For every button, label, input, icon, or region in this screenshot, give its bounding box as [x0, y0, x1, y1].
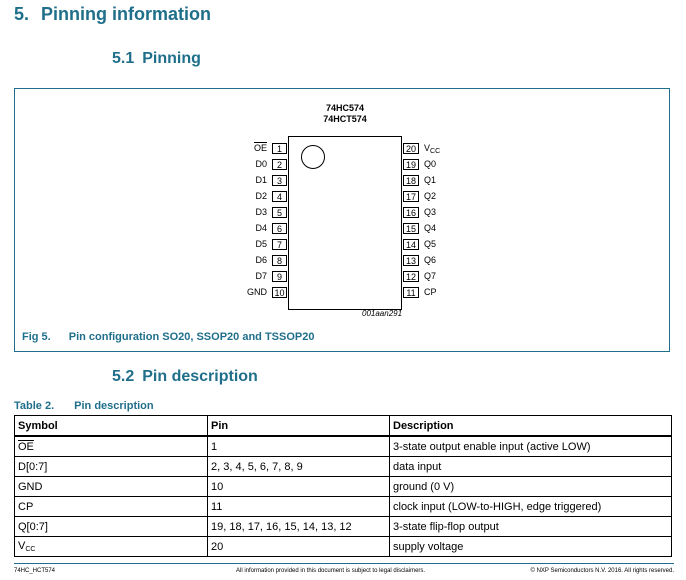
table-row [15, 457, 672, 477]
pin-number: 8 [272, 255, 287, 266]
subsection-heading-pin-description [112, 368, 258, 386]
symbol-text: CP [18, 500, 34, 513]
pin-number: 11 [403, 287, 419, 298]
pin-label-text: D0 [255, 159, 267, 169]
pin-number: 7 [272, 239, 287, 250]
table-row [15, 517, 672, 537]
pin-number: 5 [272, 207, 287, 218]
chip-name-hct: 74HCT574 [323, 114, 367, 124]
subsection-title: Pin description [142, 368, 258, 385]
pin-number: 16 [403, 207, 419, 218]
symbol-text: $\overline{OE}$ [18, 440, 34, 453]
chip-name-hc: 74HC574 [325, 103, 365, 113]
pin-number: 1 [272, 143, 287, 154]
pin-label-subscript: CC [430, 148, 441, 155]
subsection-title: Pinning [142, 50, 201, 67]
symbol-text: V [18, 540, 26, 552]
pin-label-text: D3 [255, 207, 267, 217]
cell-symbol [15, 497, 208, 517]
header-symbol: Symbol [15, 416, 208, 437]
cell-description: supply voltage [390, 537, 672, 557]
pin-number: 10 [272, 287, 287, 298]
footer-document-id: 74HC_HCT574 [14, 568, 56, 574]
pin-number: 2 [272, 159, 287, 170]
table-row [15, 497, 672, 517]
pin-label-text: D6 [255, 255, 267, 265]
pin-label-text: CP [424, 287, 437, 297]
section-heading [14, 4, 211, 25]
cell-pin: 1 [208, 436, 390, 457]
figure-label: Fig 5. [22, 331, 51, 343]
figure-caption-text: Pin configuration SO20, SSOP20 and TSSOP20 [68, 331, 315, 343]
table-label: Table 2. [14, 400, 55, 412]
pin-number: 15 [403, 223, 419, 234]
cell-symbol [15, 517, 208, 537]
figure-caption-area [14, 88, 670, 352]
pin-label-text: V [424, 143, 431, 153]
symbol-text: GND [18, 480, 43, 493]
pin-number: 14 [403, 239, 419, 250]
cell-pin: 11 [208, 497, 390, 517]
pin-label-text: D7 [255, 271, 267, 281]
footer-copyright: © NXP Semiconductors N.V. 2016. All rights reserved. [530, 568, 674, 574]
section-title: Pinning information [41, 4, 211, 24]
pin-number: 3 [272, 175, 287, 186]
pin-label-text: Q3 [424, 207, 437, 217]
page-footer [14, 563, 674, 574]
cell-pin: 10 [208, 477, 390, 497]
pin-label-text: D5 [255, 239, 267, 249]
pin-number: 12 [403, 271, 419, 282]
header-pin: Pin [208, 416, 390, 437]
cell-description: 3-state flip-flop output [390, 517, 672, 537]
pin-label-text: GND [247, 287, 267, 297]
table-header-row [15, 416, 672, 437]
pin-number: 20 [403, 143, 419, 154]
cell-pin: 2, 3, 4, 5, 6, 7, 8, 9 [208, 457, 390, 477]
pin-label-text: Q7 [424, 271, 437, 281]
figure-code: 001aan291 [362, 309, 403, 318]
cell-description: clock input (LOW-to-HIGH, edge triggered) [390, 497, 672, 517]
table-row [15, 537, 672, 557]
figure-caption [22, 331, 314, 343]
pin-label-text: Q0 [424, 159, 437, 169]
pin-label-text: Q6 [424, 255, 437, 265]
table-row [15, 436, 672, 457]
pin-label-text: $\overline{OE}$ [253, 143, 267, 153]
pin-number: 19 [403, 159, 419, 170]
cell-description: data input [390, 457, 672, 477]
symbol-text: D[0:7] [18, 460, 48, 473]
pin-number: 4 [272, 191, 287, 202]
footer-disclaimer: All information provided in this document is subject to legal disclaimers. [236, 568, 426, 574]
cell-symbol [15, 537, 208, 557]
cell-description: 3-state output enable input (active LOW) [390, 436, 672, 457]
pin-label-text: Q4 [424, 223, 437, 233]
subsection-number: 5.1 [112, 50, 135, 67]
pin-label-text: Q5 [424, 239, 437, 249]
pin-number: 17 [403, 191, 419, 202]
subsection-number: 5.2 [112, 368, 135, 385]
table-title-text: Pin description [74, 400, 154, 412]
symbol-subscript: CC [25, 546, 36, 553]
pin-number: 13 [403, 255, 419, 266]
cell-symbol [15, 477, 208, 497]
pin-label-text: D4 [255, 223, 267, 233]
pin-number: 6 [272, 223, 287, 234]
pin-label-text: D1 [255, 175, 267, 185]
subsection-heading-pinning [112, 50, 201, 68]
table-title [14, 400, 154, 412]
pin-number: 9 [272, 271, 287, 282]
pin-description-table [14, 415, 672, 557]
symbol-text: Q[0:7] [18, 520, 48, 533]
pin-label-text: Q2 [424, 191, 437, 201]
cell-pin: 20 [208, 537, 390, 557]
cell-description: ground (0 V) [390, 477, 672, 497]
cell-pin: 19, 18, 17, 16, 15, 14, 13, 12 [208, 517, 390, 537]
cell-symbol [15, 457, 208, 477]
section-number: 5. [14, 4, 30, 24]
pin-number: 18 [403, 175, 419, 186]
cell-symbol [15, 436, 208, 457]
pin-label-text: Q1 [424, 175, 437, 185]
table-row [15, 477, 672, 497]
pin-label-text: D2 [255, 191, 267, 201]
header-description: Description [390, 416, 672, 437]
